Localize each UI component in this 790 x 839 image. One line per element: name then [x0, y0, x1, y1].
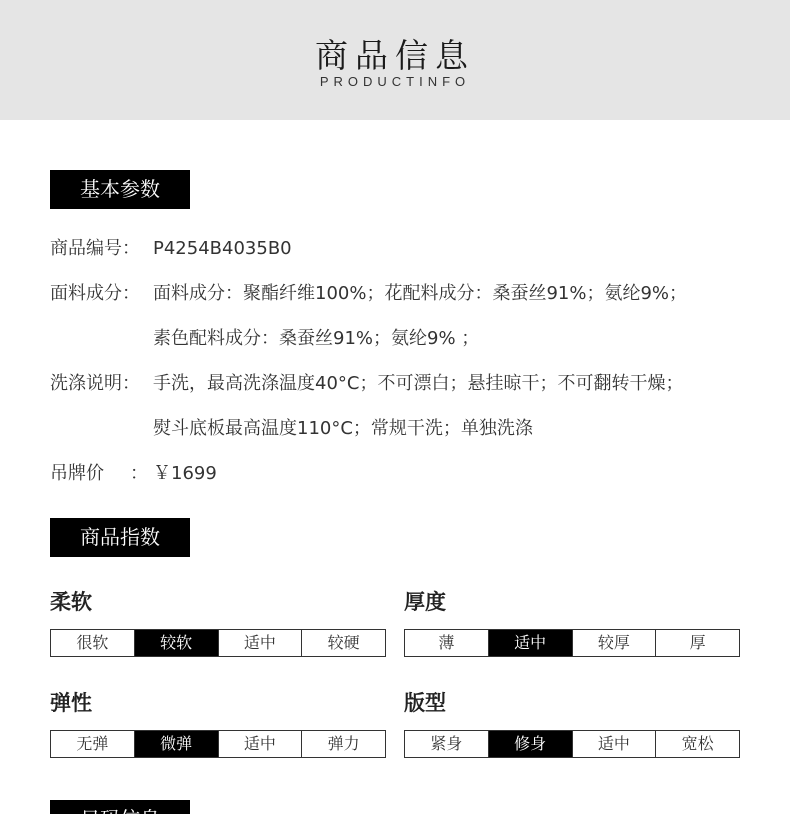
header-title: 商品信息 [315, 36, 475, 75]
softness-option: 很软 [76, 633, 109, 652]
fit-option: 适中 [572, 731, 656, 757]
thickness-option: 厚 [655, 630, 739, 656]
wash-line-2: 熨斗底板最高温度110°C；常规干洗；单独洗涤 [153, 418, 533, 439]
size-info-tag: 尺码信息 [50, 800, 190, 814]
softness-option: 适中 [218, 630, 302, 656]
product-index-tag: 商品指数 [50, 518, 190, 557]
fit-scale [404, 730, 740, 758]
product-code-label: 商品编号： [50, 238, 140, 259]
softness-title: 柔软 [50, 590, 92, 614]
elasticity-option: 弹力 [301, 731, 385, 757]
price-value: ￥1699 [153, 463, 217, 484]
product-code-row [50, 237, 292, 261]
elasticity-option: 适中 [218, 731, 302, 757]
softness-option: 较硬 [301, 630, 385, 656]
fabric-label: 面料成分： [50, 283, 140, 304]
page-header [0, 0, 790, 120]
elasticity-option-selected: 微弹 [134, 731, 218, 757]
product-code-value: P4254B4035B0 [153, 238, 292, 259]
fabric-line-2: 素色配料成分：桑蚕丝91%；氨纶9% ； [153, 328, 480, 349]
price-label: 吊牌价 [50, 463, 104, 484]
fabric-line-1: 面料成分：聚酯纤维100%；花配料成分：桑蚕丝91%；氨纶9%； [153, 283, 688, 304]
elasticity-scale [50, 730, 386, 758]
softness-option-selected: 较软 [134, 630, 218, 656]
thickness-option-selected: 适中 [488, 630, 572, 656]
fabric-row [50, 282, 687, 306]
price-colon: ： [130, 463, 148, 484]
wash-row [50, 372, 683, 396]
fit-option: 紧身 [430, 734, 463, 753]
thickness-option: 薄 [438, 633, 455, 652]
thickness-option: 较厚 [572, 630, 656, 656]
fit-option: 宽松 [655, 731, 739, 757]
fit-option-selected: 修身 [488, 731, 572, 757]
thickness-scale [404, 629, 740, 657]
elasticity-option: 无弹 [76, 734, 109, 753]
basic-params-tag: 基本参数 [50, 170, 190, 209]
header-subtitle: PRODUCTINFO [319, 74, 471, 89]
fit-title: 版型 [404, 691, 446, 715]
wash-label: 洗涤说明： [50, 373, 140, 394]
price-row [50, 462, 217, 486]
wash-line-1: 手洗，最高洗涤温度40°C；不可漂白；悬挂晾干；不可翻转干燥； [153, 373, 684, 394]
softness-scale [50, 629, 386, 657]
thickness-title: 厚度 [404, 590, 446, 614]
elasticity-title: 弹性 [50, 691, 92, 715]
